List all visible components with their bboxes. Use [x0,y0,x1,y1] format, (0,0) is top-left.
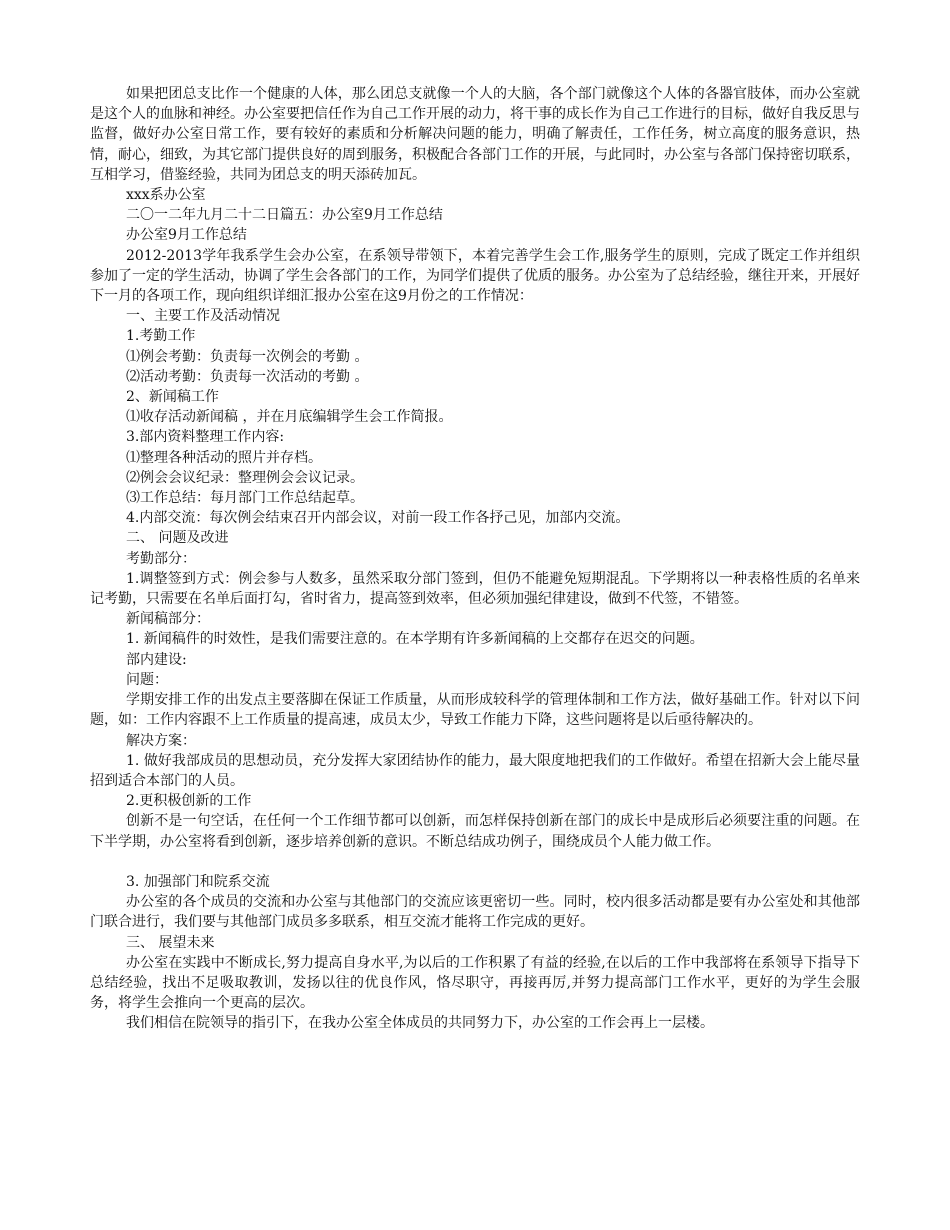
list-item: ⑴收存活动新闻稿 ，并在月底编辑学生会工作简报。 [126,409,453,426]
list-item: ⑵例会会议纪录：整理例会会议记录。 [126,469,364,486]
closing-paragraph: 我们相信在院领导的指引下，在我办公室全体成员的共同努力下，办公室的工作会再上一层楼。 [126,1015,714,1032]
section-heading-2: 二、 问题及改进 [126,530,229,547]
problem-paragraph: 学期安排工作的出发点主要落脚在保证工作质量，从而形成较科学的管理体制和工作方法，做好基础工作。针对以下问题，如：工作内容跟不上工作质量的提高速，成员太少，导致工作能力下降，这些问题将是以后亟待解决的。 [90,692,860,729]
subheading-attendance: 1.考勤工作 [126,328,196,345]
list-item: ⑵活动考勤：负责每一次活动的考勤 。 [126,368,369,385]
label-news-part: 新闻稿部分： [126,611,210,628]
attendance-improvement: 1.调整签到方式：例会参与人数多，虽然采取分部门签到，但仍不能避免短期混乱。下学期将以一种表格性质的名单来记考勤，只需要在名单后面打勾，省时省力，提高签到效率，但必须加强纪律建设，做到不代签，不错签。 [90,570,860,608]
intro-paragraph: 如果把团总支比作一个健康的人体，那么团总支就像一个人的大脑，各个部门就像这个人体的各器官肢体，而办公室就是这个人的血脉和神经。办公室要把信任作为自己工作开展的动力，将干事的成长作为自己工作进行的目标，做好自我反思与监督，做好办公室日常工作，要有较好的素质和分析解决问题的能力，明确了解责任，工作任务，树立高度的服务意识，热情，耐心，细致，为其它部门提供良好的周到服务，积极配合各部门工作的开展，与此同时，办公室与各部门保持密切联系，互相学习，借鉴经验，共同为团总支的明天添砖加瓦。 [90,86,860,183]
label-dept-building: 部内建设: [126,651,187,668]
outlook-paragraph: 办公室在实践中不断成长,努力提高自身水平,为以后的工作积累了有益的经验,在以后的工作中我部将在系领导下指导下总结经验，找出不足吸取教训，发扬以往的优良作风，恪尽职守，再接再厉,并努力提高部门工作水平，更好的为学生会服务，将学生会推向一个更高的层次。 [90,954,860,1012]
news-improvement: 1. 新闻稿件的时效性，是我们需要注意的。在本学期有许多新闻稿的上交都存在迟交的问题。 [126,631,704,648]
document-title: 办公室9月工作总结 [126,227,247,244]
subheading-archive: 3.部内资料整理工作内容: [126,429,285,446]
list-item: ⑴整理各种活动的照片并存档。 [126,449,322,466]
solution-2-heading: 2.更积极创新的工作 [126,793,252,810]
section-heading-3: 三、 展望未来 [126,934,215,951]
subheading-news: 2、新闻稿工作 [126,389,219,406]
blank-line [90,852,860,872]
section-heading-1: 一、主要工作及活动情况 [126,308,280,325]
solution-1: 1. 做好我部成员的思想动员，充分发挥大家团结协作的能力，最大限度地把我们的工作做好。希望在招新大会上能尽量招到适合本部门的人员。 [90,752,860,789]
exchange-paragraph: 办公室的各个成员的交流和办公室与其他部门的交流应该更密切一些。同时，校内很多活动都是要有办公室处和其他部门联合进行，我们要与其他部门成员多多联系，相互交流才能将工作完成的更好。 [90,894,860,931]
list-item: ⑴例会考勤：负责每一次例会的考勤 。 [126,348,369,365]
label-problem: 问题： [126,671,168,688]
label-solution: 解决方案： [126,732,196,749]
summary-paragraph: 2012-2013学年我系学生会办公室，在系领导带领下，本着完善学生会工作,服务学生的原则，完成了既定工作并组织参加了一定的学生活动，协调了学生会各部门的工作，为同学们提供了优质的服务。办公室为了总结经验，继往开来，开展好下一月的各项工作，现向组织详细汇报办公室在这9月份之的工作情况： [90,247,860,305]
innovation-paragraph: 创新不是一句空话，在任何一个工作细节都可以创新，而怎样保持创新在部门的成长中是成形后必须要注重的问题。在下半学期，办公室将看到创新，逐步培养创新的意识。不断总结成功例子，围绕成员个人能力做工作。 [90,813,860,850]
list-item: ⑶工作总结：每月部门工作总结起草。 [126,490,364,507]
solution-3-heading: 3. 加强部门和院系交流 [126,873,270,890]
subheading-internal-exchange: 4.内部交流：每次例会结束召开内部会议，对前一段工作各抒己见，加部内交流。 [126,510,630,527]
signature-office: xxx系办公室 [126,187,206,204]
document-body [90,84,860,1034]
label-attendance-part: 考勤部分： [126,550,196,567]
date-and-heading: 二〇一二年九月二十二日篇五：办公室9月工作总结 [126,207,443,224]
